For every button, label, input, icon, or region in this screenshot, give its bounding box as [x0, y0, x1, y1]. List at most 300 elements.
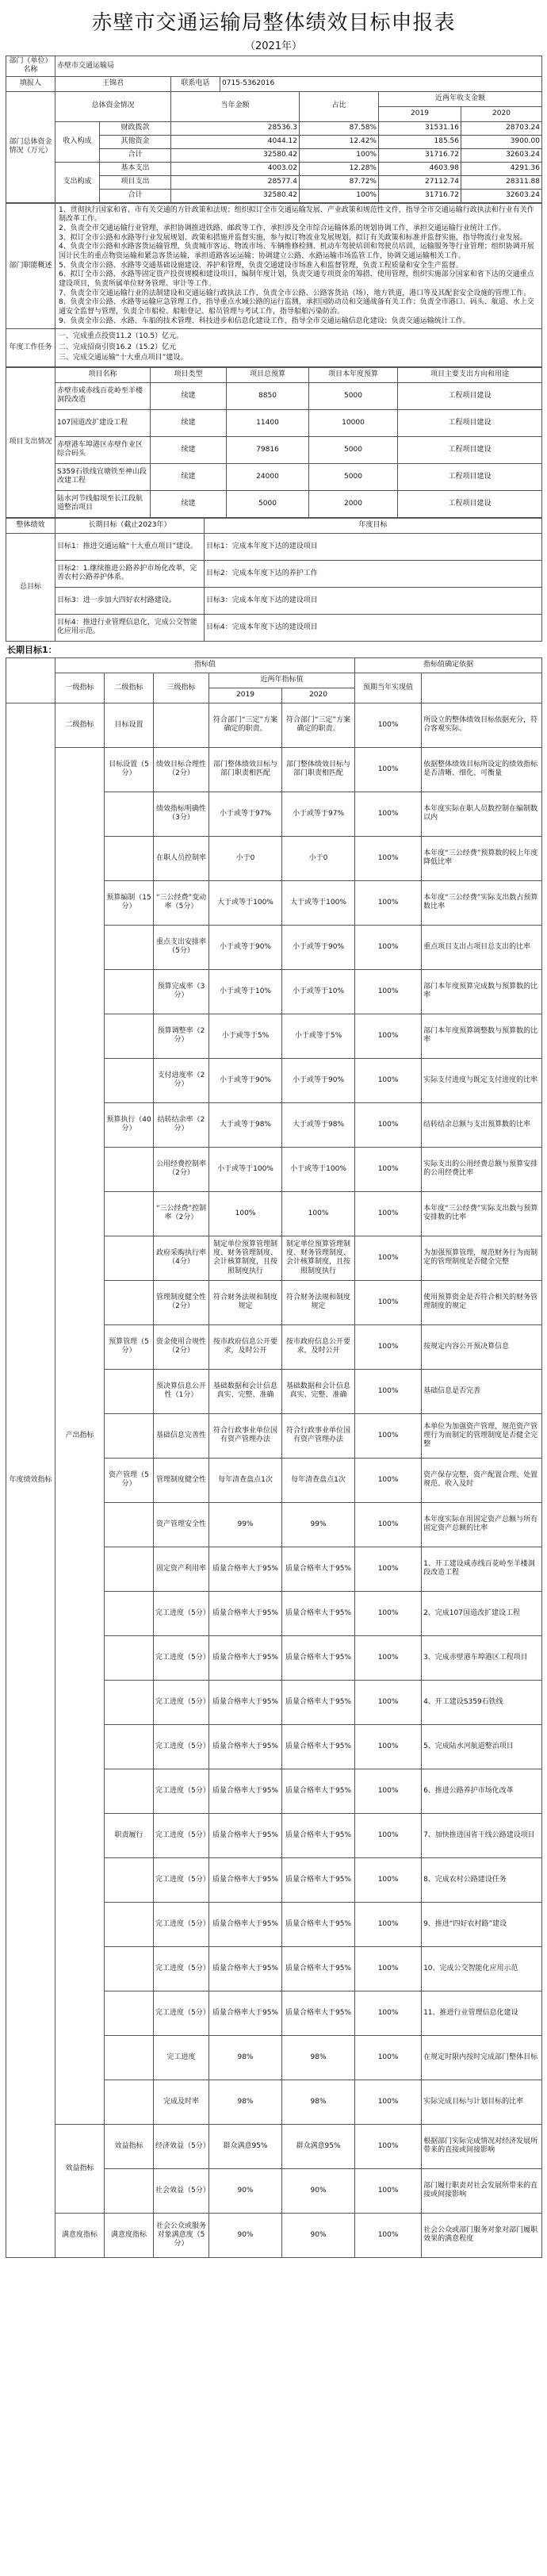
metric-2019: 质量合格率大于95% — [209, 1724, 282, 1769]
metric-basis: 10、完成公交智能化应用示范 — [422, 1946, 542, 1991]
metric-basis: 为加强预算管理，规范财务行为而制定的管理制度是否健全完整 — [422, 1236, 542, 1280]
project-year: 5000 — [309, 382, 398, 409]
metric-l3: 公用经费控制率（2分） — [154, 1147, 209, 1191]
metric-2020: 小于或等于97% — [282, 792, 355, 836]
metric-l3: 绩效指标明确性（3分） — [154, 792, 209, 836]
metric-2020: 小于或等于100% — [282, 1147, 355, 1191]
metric-l3: 资金使用合规性（2分） — [154, 1324, 209, 1369]
duties-table — [6, 203, 542, 367]
metric-l3: 完工进度（5分） — [154, 1724, 209, 1769]
metrics-header-2019: 2019 — [209, 688, 282, 703]
year-perf-label: 年度绩效指标 — [6, 703, 55, 2257]
metric-l2 — [105, 1902, 154, 1946]
filler-name: 王锦君 — [55, 76, 171, 91]
metric-basis: 2、完成107国道改扩建设工程 — [422, 1591, 542, 1635]
project-type: 续建 — [151, 382, 227, 409]
metric-expect: 100% — [355, 1058, 422, 1102]
metric-basis: 重点项目支出占项目总支出的比率 — [422, 925, 542, 969]
metric-2019: 小于或等于97% — [209, 792, 282, 836]
funds-row-2020: 28703.24 — [461, 121, 542, 135]
metric-2019: 大于或等于100% — [209, 880, 282, 925]
metric-l3: 重点支出安排率（5分） — [154, 925, 209, 969]
year-goal-item: 一、完成重点投资11.2（10.5）亿元。 — [59, 332, 184, 341]
metric-2019: 小于或等于90% — [209, 1058, 282, 1102]
metric-l1: 二级指标 — [55, 703, 105, 747]
duty-item: 4、负责全市公路和水路客货运输管理，负责城市客运、物流市场、车辆维修检测、机动车驾驶培训和驾驶员培训，运输服务等行业管理；组织协调开展国计民生的重点物资运输和紧急客货运输，承担道路客运运输；协调建立公路、水路运输市场监管工作，协调交通运输相关工作。 — [59, 243, 534, 260]
year-goal: 目标1：完成本年度下达的建设项目 — [205, 533, 542, 560]
metric-2019: 大于或等于98% — [209, 1102, 282, 1147]
metric-row — [6, 703, 542, 747]
metric-2019: 质量合格率大于95% — [209, 1769, 282, 1813]
metrics-header-2020: 2020 — [282, 688, 355, 703]
metric-expect: 100% — [355, 2168, 422, 2213]
metric-l2: 目标设置（5分） — [105, 747, 154, 792]
metric-2020: 按市政府信息公开要求，及时公开 — [282, 1324, 355, 1369]
metric-2020: 符合部门“三定”方案确定的职责。 — [282, 703, 355, 747]
metric-basis: 实际支付进度与既定支付进度的比率 — [422, 1058, 542, 1102]
metric-2019: 99% — [209, 1502, 282, 1547]
metric-l2 — [105, 969, 154, 1014]
metric-basis: 本年度“三公经费”预算数的较上年度降低比率 — [422, 836, 542, 880]
metric-expect: 100% — [355, 1591, 422, 1635]
year-goal-item: 三、完成交通运输“十大重点项目”建设。 — [59, 354, 188, 362]
metric-expect: 100% — [355, 1991, 422, 2035]
metric-expect: 100% — [355, 1458, 422, 1502]
projects-header-year: 项目本年度预算 — [309, 367, 398, 382]
metric-basis: 本年度实际在职人员数控制在编制数以内 — [422, 792, 542, 836]
metric-2019: 98% — [209, 2080, 282, 2124]
funds-row-2020: 32603.24 — [461, 189, 542, 202]
projects-table — [6, 367, 542, 518]
metric-2019: 90% — [209, 2168, 282, 2213]
overall-table — [6, 518, 542, 642]
funds-row-2019: 185.56 — [379, 135, 461, 148]
funds-row-2020: 3900.00 — [461, 135, 542, 148]
metric-expect: 100% — [355, 1724, 422, 1769]
metrics-header-basis-sub — [422, 673, 542, 703]
metric-l2 — [105, 1058, 154, 1102]
metric-l2: 效益指标 — [105, 2124, 154, 2168]
project-dir: 工程项目建设 — [398, 490, 542, 517]
year-goals-list — [55, 329, 542, 367]
funds-header-near: 近两年收支金额 — [379, 91, 542, 106]
metric-l2 — [105, 1369, 154, 1413]
metric-l2 — [105, 1769, 154, 1813]
metric-expect: 100% — [355, 1635, 422, 1680]
duty-item: 3、拟订全市公路和水路等行业发展规划、政策和措施并监督实施，参与拟订物流业发展规划，拟订有关政策和标准并监督实施，指导物流行业发展。 — [59, 233, 527, 242]
metric-l3: 结转结余率（2分） — [154, 1102, 209, 1147]
project-year: 5000 — [309, 436, 398, 463]
metric-expect: 100% — [355, 1769, 422, 1813]
funds-header-2019: 2019 — [379, 106, 461, 121]
metric-2020: 群众满意95% — [282, 2124, 355, 2168]
metric-basis: 使用预算资金是否符合相关的财务管理制度的规定 — [422, 1280, 542, 1324]
metric-expect: 100% — [355, 2213, 422, 2257]
metric-l3: 完工进度（5分） — [154, 1680, 209, 1724]
metric-l3: 完工进度（5分） — [154, 1591, 209, 1635]
metric-l3: 完工进度（5分） — [154, 1857, 209, 1902]
funds-row-pct: 100% — [300, 189, 379, 202]
metric-basis: 社会公众或部门服务对象对部门履职效果的满意程度 — [422, 2213, 542, 2257]
funds-row-cur: 28577.4 — [171, 175, 300, 189]
metric-2019: 符合部门“三定”方案确定的职责。 — [209, 703, 282, 747]
metric-2019: 符合行政事业单位国有资产管理办法 — [209, 1413, 282, 1458]
metric-l2 — [105, 1857, 154, 1902]
metric-l3: 完成及时率 — [154, 2080, 209, 2124]
project-dir: 工程项目建设 — [398, 463, 542, 490]
year-goal: 目标3：完成本年度下达的建设项目 — [205, 587, 542, 614]
metric-2020: 小于或等于5% — [282, 1014, 355, 1058]
funds-row-cur: 4003.02 — [171, 162, 300, 175]
metric-2020: 大于或等于100% — [282, 880, 355, 925]
long-goal: 目标2：1.继续推进公路养护市场化改革，完善农村公路养护体系。 — [55, 560, 205, 587]
metrics-header-basis: 指标值确定依据 — [355, 657, 542, 673]
metric-l3: 预算调整率（2分） — [154, 1014, 209, 1058]
metric-2020: 制定单位预算管理制度、财务管理制度、会计核算制度，且按照制度执行 — [282, 1236, 355, 1280]
metric-2020: 90% — [282, 2213, 355, 2257]
projects-header-name: 项目名称 — [55, 367, 151, 382]
funds-row-pct: 87.58% — [300, 121, 379, 135]
metric-basis: 8、完成农村公路建设任务 — [422, 1857, 542, 1902]
metric-basis: 实际完成目标与计划目标的比率 — [422, 2080, 542, 2124]
metric-2020: 98% — [282, 2035, 355, 2080]
metric-l2 — [105, 1680, 154, 1724]
metric-l2 — [105, 1635, 154, 1680]
metrics-table — [6, 657, 542, 2258]
metric-2019: 质量合格率大于95% — [209, 1991, 282, 2035]
metric-basis: 所设立的整体绩效目标依据充分，符合客观实际。 — [422, 703, 542, 747]
metric-l2: 预算执行（40分） — [105, 1102, 154, 1147]
funds-section-label: 部门总体资金情况（万元） — [6, 91, 55, 202]
metric-basis: 资产保存完整，资产配置合理、处置规范、收入及时 — [422, 1458, 542, 1502]
funds-row-cur: 32580.42 — [171, 148, 300, 162]
project-type: 续建 — [151, 409, 227, 436]
metric-2019: 小于或等于100% — [209, 1147, 282, 1191]
project-total: 5000 — [227, 490, 309, 517]
metric-l2 — [105, 1547, 154, 1591]
metric-2019: 质量合格率大于95% — [209, 1902, 282, 1946]
metric-l2 — [105, 1991, 154, 2035]
funds-header-pct: 占比 — [300, 91, 379, 121]
metric-2020: 大于或等于98% — [282, 1102, 355, 1147]
funds-row-2020: 28311.88 — [461, 175, 542, 189]
metric-row — [6, 2124, 542, 2168]
metric-l3: 完工进度（5分） — [154, 1635, 209, 1680]
metric-2020: 小于0 — [282, 836, 355, 880]
metric-basis: 根据部门实际完成情况对经济发展所带来的直接或间接影响 — [422, 2124, 542, 2168]
metric-basis: 结转结余总额与支出预算数的比率 — [422, 1102, 542, 1147]
metric-2019: 基础数据和会计信息真实、完整、准确 — [209, 1369, 282, 1413]
metric-l2 — [105, 1591, 154, 1635]
metric-l2 — [105, 1147, 154, 1191]
metric-2020: 质量合格率大于95% — [282, 1946, 355, 1991]
metrics-header-l1: 一级指标 — [55, 673, 105, 703]
metric-l2: 目标设置 — [105, 703, 154, 747]
metric-basis: 实际支出的公用经费总额与预算安排的公用经费比率 — [422, 1147, 542, 1191]
metric-l2 — [105, 1236, 154, 1280]
overall-long-label: 长期目标（截止2023年） — [55, 518, 205, 533]
project-dir: 工程项目建设 — [398, 382, 542, 409]
project-type: 续建 — [151, 463, 227, 490]
overall-perf-label: 整体绩效 — [6, 518, 55, 533]
funds-row-2019: 31716.72 — [379, 189, 461, 202]
metric-2020: 部门整体绩效目标与部门职责相匹配 — [282, 747, 355, 792]
overall-year-label: 年度目标 — [205, 518, 542, 533]
metric-expect: 100% — [355, 880, 422, 925]
metric-l3: 支付进度率（2分） — [154, 1058, 209, 1102]
income-label: 收入构成 — [55, 121, 100, 162]
metric-l3: 完工进度（5分） — [154, 1902, 209, 1946]
funds-row-pct: 12.42% — [300, 135, 379, 148]
metric-2019: 小于或等于5% — [209, 1014, 282, 1058]
metric-l3: 资产管理安全性 — [154, 1502, 209, 1547]
metric-2020: 质量合格率大于95% — [282, 1547, 355, 1591]
metric-expect: 100% — [355, 1547, 422, 1591]
funds-row-name: 基本支出 — [100, 162, 171, 175]
metric-basis: 3、完成赤壁港车埠港区工程项目 — [422, 1635, 542, 1680]
projects-header-dir: 项目主要支出方向和用途 — [398, 367, 542, 382]
metric-2020: 99% — [282, 1502, 355, 1547]
metric-expect: 100% — [355, 1413, 422, 1458]
projects-header-type: 项目类型 — [151, 367, 227, 382]
metric-2020: 小于或等于10% — [282, 969, 355, 1014]
metric-l3: 基础信息完善性 — [154, 1413, 209, 1458]
metric-expect: 100% — [355, 1236, 422, 1280]
metric-2019: 质量合格率大于95% — [209, 1591, 282, 1635]
metric-expect: 100% — [355, 2124, 422, 2168]
expense-label: 支出构成 — [55, 162, 100, 202]
long-goal: 目标3：进一步加大四好农村路建设。 — [55, 587, 205, 614]
metric-expect: 100% — [355, 836, 422, 880]
metrics-body — [6, 703, 542, 2257]
metric-expect: 100% — [355, 1902, 422, 1946]
metric-basis: 5、完成陆水河航道整治项目 — [422, 1724, 542, 1769]
metric-l2: 资产管理（5分） — [105, 1458, 154, 1502]
metric-2020: 符合财务法规和制度规定 — [282, 1280, 355, 1324]
metrics-header-l2: 二级指标 — [105, 673, 154, 703]
metric-l2: 满意度指标 — [105, 2213, 154, 2257]
metrics-header-indicator: 指标值 — [55, 657, 355, 673]
metric-l1: 效益指标 — [55, 2124, 105, 2213]
metric-l3 — [154, 703, 209, 747]
metric-expect: 100% — [355, 2035, 422, 2080]
metric-basis: 1、开工建设咸赤线百花岭至羊楼洞段改造工程 — [422, 1547, 542, 1591]
duty-item: 5、负责全市公路、水路等交通基础设施建设、养护和管理，负责交通建设市场准入和监督管理，负责工程质量和安全生产监督。 — [59, 261, 463, 270]
metric-basis: 部门本年度预算完成数与预算数的比率 — [422, 969, 542, 1014]
metric-l3: 预决算信息公开性（1分） — [154, 1369, 209, 1413]
metric-expect: 100% — [355, 1502, 422, 1547]
metrics-header-l3: 三级指标 — [154, 673, 209, 703]
metric-l2 — [105, 2080, 154, 2124]
funds-row-name: 合计 — [100, 189, 171, 202]
phone-number: 0715-5362016 — [220, 76, 542, 91]
metric-l3: 政府采购执行率（4分） — [154, 1236, 209, 1280]
metric-l3: 绩效目标合理性（2分） — [154, 747, 209, 792]
metric-expect: 100% — [355, 1813, 422, 1857]
metric-l2 — [105, 792, 154, 836]
metric-expect: 100% — [355, 1857, 422, 1902]
funds-row-name: 其他资金 — [100, 135, 171, 148]
metric-basis: 按规定内容公开预决算信息 — [422, 1324, 542, 1369]
metric-l3: “三公经费”变动率（5分） — [154, 880, 209, 925]
metric-2019: 质量合格率大于95% — [209, 1635, 282, 1680]
metric-l3: 完工进度（5分） — [154, 1946, 209, 1991]
metric-expect: 100% — [355, 1280, 422, 1324]
funds-row-cur: 32580.42 — [171, 189, 300, 202]
metric-expect: 100% — [355, 2080, 422, 2124]
metric-2020: 质量合格率大于95% — [282, 1635, 355, 1680]
metric-l2 — [105, 1724, 154, 1769]
metric-2020: 100% — [282, 1191, 355, 1236]
metric-expect: 100% — [355, 703, 422, 747]
metric-l2 — [105, 1191, 154, 1236]
metric-l3: 在职人员控制率 — [154, 836, 209, 880]
projects-header-total: 项目总预算 — [227, 367, 309, 382]
metric-2019: 按市政府信息公开要求，及时公开 — [209, 1324, 282, 1369]
metric-2019: 每年清查盘点1次 — [209, 1458, 282, 1502]
dept-name: 赤壁市交通运输局 — [55, 56, 542, 77]
metric-2020: 每年清查盘点1次 — [282, 1458, 355, 1502]
metric-l3: 社会公众或服务对象满意度（5分） — [154, 2213, 209, 2257]
project-year: 5000 — [309, 463, 398, 490]
metric-expect: 100% — [355, 925, 422, 969]
metric-l2 — [105, 2035, 154, 2080]
project-type: 续建 — [151, 436, 227, 463]
funds-row-pct: 12.28% — [300, 162, 379, 175]
metrics-spacer — [6, 657, 55, 703]
long-goal: 目标4：推进行业管理信息化，完成公交智能化应用示范。 — [55, 614, 205, 641]
project-name: 赤壁市咸赤线百花岭至羊楼洞段改造 — [55, 382, 151, 409]
filler-label: 填报人 — [6, 76, 55, 91]
metric-expect: 100% — [355, 792, 422, 836]
metric-basis: 本单位为加强资产管理，规范资产管理行为而制定的管理制度是否健全完整 — [422, 1413, 542, 1458]
metric-l3: 社会效益（5分） — [154, 2168, 209, 2213]
metric-2019: 质量合格率大于95% — [209, 1946, 282, 1991]
dept-label: 部门（单位）名称 — [6, 56, 55, 77]
duty-item: 8、负责全市公路、水路等运输应急管理工作，指导重点水域公路的运行监测，承担国防动员和交通战备有关工作；负责全市港口、码头、航道、水上交通安全监督与管理，负责全市船检、船舶登记、船员管理与考试工作，指导船舶污染防治。 — [59, 298, 534, 316]
project-total: 79816 — [227, 436, 309, 463]
metric-row — [6, 747, 542, 792]
duties-list — [55, 203, 542, 329]
metric-2020: 质量合格率大于95% — [282, 1813, 355, 1857]
metric-basis: 本年度实际在用固定资产总额与所有固定资产总额的比率 — [422, 1502, 542, 1547]
funds-row-2020: 32603.24 — [461, 148, 542, 162]
funds-row-2020: 4291.36 — [461, 162, 542, 175]
metric-l3: 固定资产利用率 — [154, 1547, 209, 1591]
metric-2019: 制定单位预算管理制度、财务管理制度、会计核算制度，且按照制度执行 — [209, 1236, 282, 1280]
duty-item: 2、负责全市交通运输行业管理，承担协调推进铁路、邮政等工作，承担涉及全市综合运输体系的规划协调工作，承担交通运输行业统计工作。 — [59, 224, 506, 232]
metric-2020: 质量合格率大于95% — [282, 1857, 355, 1902]
metric-2020: 质量合格率大于95% — [282, 1591, 355, 1635]
metric-l2: 预算编制（15分） — [105, 880, 154, 925]
metric-2019: 部门整体绩效目标与部门职责相匹配 — [209, 747, 282, 792]
long-goal: 目标1：推进交通运输“十大重点项目”建设。 — [55, 533, 205, 560]
year-goal: 目标4：完成本年度下达的建设项目 — [205, 614, 542, 641]
metric-2019: 质量合格率大于95% — [209, 1547, 282, 1591]
metric-basis: 本年度“三公经费”实际支出数与预算安排数的比率 — [422, 1191, 542, 1236]
funds-row-pct: 87.72% — [300, 175, 379, 189]
metric-l3: 经济效益（5分） — [154, 2124, 209, 2168]
metric-2020: 质量合格率大于95% — [282, 1680, 355, 1724]
duties-label: 部门职能概述 — [6, 203, 55, 329]
metric-2020: 质量合格率大于95% — [282, 1769, 355, 1813]
metric-expect: 100% — [355, 1147, 422, 1191]
funds-header-total: 总体资金情况 — [55, 91, 171, 121]
metric-l2 — [105, 1502, 154, 1547]
funds-header-cur: 当年金额 — [171, 91, 300, 121]
metric-expect: 100% — [355, 1191, 422, 1236]
projects-label: 项目支出情况 — [6, 367, 55, 517]
metric-l2 — [105, 1413, 154, 1458]
metric-2019: 质量合格率大于95% — [209, 1857, 282, 1902]
metric-row — [6, 2213, 542, 2257]
project-name: S359石铁线宜塘铁至神山段改建工程 — [55, 463, 151, 490]
long-goal-heading: 长期目标1： — [7, 644, 57, 655]
year-goal: 目标2：完成本年度下达的养护工作 — [205, 560, 542, 587]
funds-row-name: 项目支出 — [100, 175, 171, 189]
metric-2019: 质量合格率大于95% — [209, 1813, 282, 1857]
duty-item: 7、负责全市交通运输行业的法制建设和交通运输行政执法工作，负责全市公路、公路客货站（场），地方铁道，港口等及其配套安全设施的管理工作。 — [59, 289, 531, 297]
metric-l1: 满意度指标 — [55, 2213, 105, 2257]
metric-2020: 质量合格率大于95% — [282, 1724, 355, 1769]
project-total: 11400 — [227, 409, 309, 436]
metric-expect: 100% — [355, 1680, 422, 1724]
metric-expect: 100% — [355, 1102, 422, 1147]
project-name: 107国道改扩建设工程 — [55, 409, 151, 436]
project-dir: 工程项目建设 — [398, 409, 542, 436]
metric-basis: 在规定时限内按时完成部门整体目标 — [422, 2035, 542, 2080]
metrics-header-expect: 预期当年实现值 — [355, 673, 422, 703]
project-type: 续建 — [151, 490, 227, 517]
metric-2020: 质量合格率大于95% — [282, 1991, 355, 2035]
funds-table — [6, 56, 542, 203]
metric-l3: 完工进度（5分） — [154, 1991, 209, 2035]
funds-row-2019: 31716.72 — [379, 148, 461, 162]
project-name: 陆水河节线船坝至长江段航道整治项目 — [55, 490, 151, 517]
project-name: 赤壁港车埠港区赤壁作业区综合码头 — [55, 436, 151, 463]
project-total: 24000 — [227, 463, 309, 490]
metric-l3: 预算完成率（3分） — [154, 969, 209, 1014]
metric-l3: 完工进度 — [154, 2035, 209, 2080]
metric-expect: 100% — [355, 969, 422, 1014]
metric-2020: 98% — [282, 2080, 355, 2124]
metric-l2 — [105, 1014, 154, 1058]
metric-l3: “三公经费”控制率（2分） — [154, 1191, 209, 1236]
duty-item: 1、贯彻执行国家和省、市有关交通的方针政策和法规；组织拟订全市交通运输发展、产业政策和规范性文件，指导全市交通运输行政执法和行业有关作制改革工作。 — [59, 205, 534, 224]
funds-row-cur: 28536.3 — [171, 121, 300, 135]
funds-row-2019: 4603.98 — [379, 162, 461, 175]
metric-l2 — [105, 1280, 154, 1324]
metric-2019: 小于或等于90% — [209, 925, 282, 969]
metric-basis: 依据整体绩效目标所设定的绩效指标是否清晰、细化、可衡量 — [422, 747, 542, 792]
duty-item: 6、拟订全市公路、水路等固定资产投资规模和建设项目，编制年度计划，负责交通专项资金的筹措、使用管理，组织实施部分国家和省下达的交通重点建设项目，负责所属单位财务管理、审计等工作。 — [59, 270, 534, 288]
metric-2020: 质量合格率大于95% — [282, 1902, 355, 1946]
metric-expect: 100% — [355, 1324, 422, 1369]
metric-2019: 98% — [209, 2035, 282, 2080]
project-dir: 工程项目建设 — [398, 436, 542, 463]
metric-basis: 本年度“三公经费”实际支出数占预算数比率 — [422, 880, 542, 925]
metric-basis: 7、加快推进国省干线公路建设项目 — [422, 1813, 542, 1857]
metric-2019: 群众满意95% — [209, 2124, 282, 2168]
metric-2019: 符合财务法规和制度规定 — [209, 1280, 282, 1324]
metric-l1: 产出指标 — [55, 747, 105, 2124]
metric-2020: 小于或等于90% — [282, 925, 355, 969]
metric-basis: 4、开工建设S359石铁线 — [422, 1680, 542, 1724]
metric-basis: 9、推进“四好农村路”建设 — [422, 1902, 542, 1946]
metric-l3: 管理制度健全性 — [154, 1458, 209, 1502]
metric-l2 — [105, 2168, 154, 2213]
funds-row-2019: 27112.74 — [379, 175, 461, 189]
